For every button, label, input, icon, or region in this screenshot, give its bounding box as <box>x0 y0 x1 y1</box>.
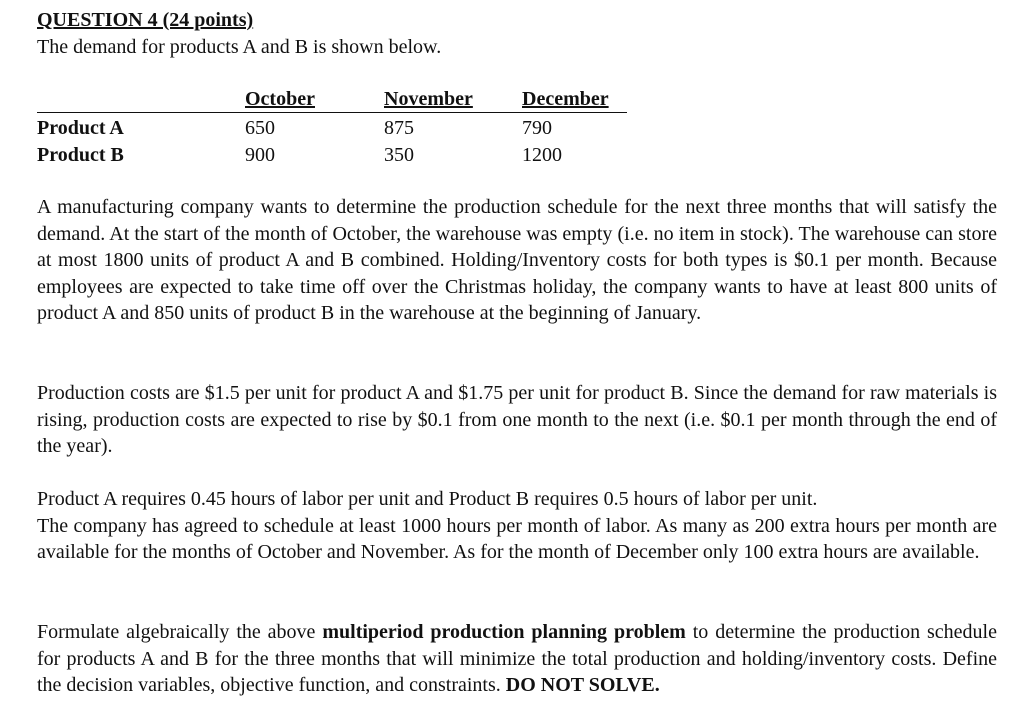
demand-value: 790 <box>522 117 552 139</box>
task-problem-name: multiperiod production planning problem <box>322 621 686 643</box>
table-row-product-b <box>37 143 627 170</box>
task-text-middle: to determine the production schedule for products A and B for the three months that will minimize the total production and holding/inventory costs. Define the decision variables, objective function, and constraints. <box>37 621 997 697</box>
task-do-not-solve: DO NOT SOLVE. <box>505 674 660 697</box>
demand-table <box>37 87 627 170</box>
product-name: Product B <box>37 144 124 166</box>
demand-value: 875 <box>384 117 414 139</box>
question-intro: The demand for products A and B is shown below. <box>37 36 442 58</box>
table-row-product-a <box>37 116 627 143</box>
paragraph-labor <box>37 486 997 566</box>
paragraph-task <box>37 619 997 699</box>
paragraph-production-costs: Production costs are $1.5 per unit for product A and $1.75 per unit for product B. Since the demand for raw materials is rising, production costs are expected to rise by $0.1 from one month to the next (i.e. $0.1 per month through the end of the year). <box>37 382 997 458</box>
table-header-row <box>37 87 627 113</box>
task-text-start: Formulate algebraically the above <box>37 621 323 643</box>
labor-hours-text: The company has agreed to schedule at least 1000 hours per month of labor. As many as 200 extra hours per month are available for the months of October and November. As for the month of December only 100 extra hours are available. <box>37 514 997 564</box>
product-name: Product A <box>37 117 124 139</box>
month-header-november: November <box>384 88 473 110</box>
question-heading: QUESTION 4 (24 points) <box>37 9 254 31</box>
paragraph-company-warehouse: A manufacturing company wants to determine the production schedule for the next three months that will satisfy the demand. At the start of the month of October, the warehouse was empty (i.e. no item in stock). The warehouse can store at most 1800 units of product A and B combined. Holding/Inventory costs for both types is $0.1 per month. Because employees are expected to take time off over the Christmas holiday, the company wants to have at least 800 units of product A and 850 units of product B in the warehouse at the beginning of January. <box>37 196 997 325</box>
month-header-december: December <box>522 88 609 110</box>
labor-requirements-line: Product A requires 0.45 hours of labor per unit and Product B requires 0.5 hours of labor per unit. <box>37 488 818 510</box>
demand-value: 900 <box>245 144 275 166</box>
demand-value: 1200 <box>522 144 562 166</box>
demand-value: 650 <box>245 117 275 139</box>
month-header-october: October <box>245 88 315 110</box>
demand-value: 350 <box>384 144 414 166</box>
